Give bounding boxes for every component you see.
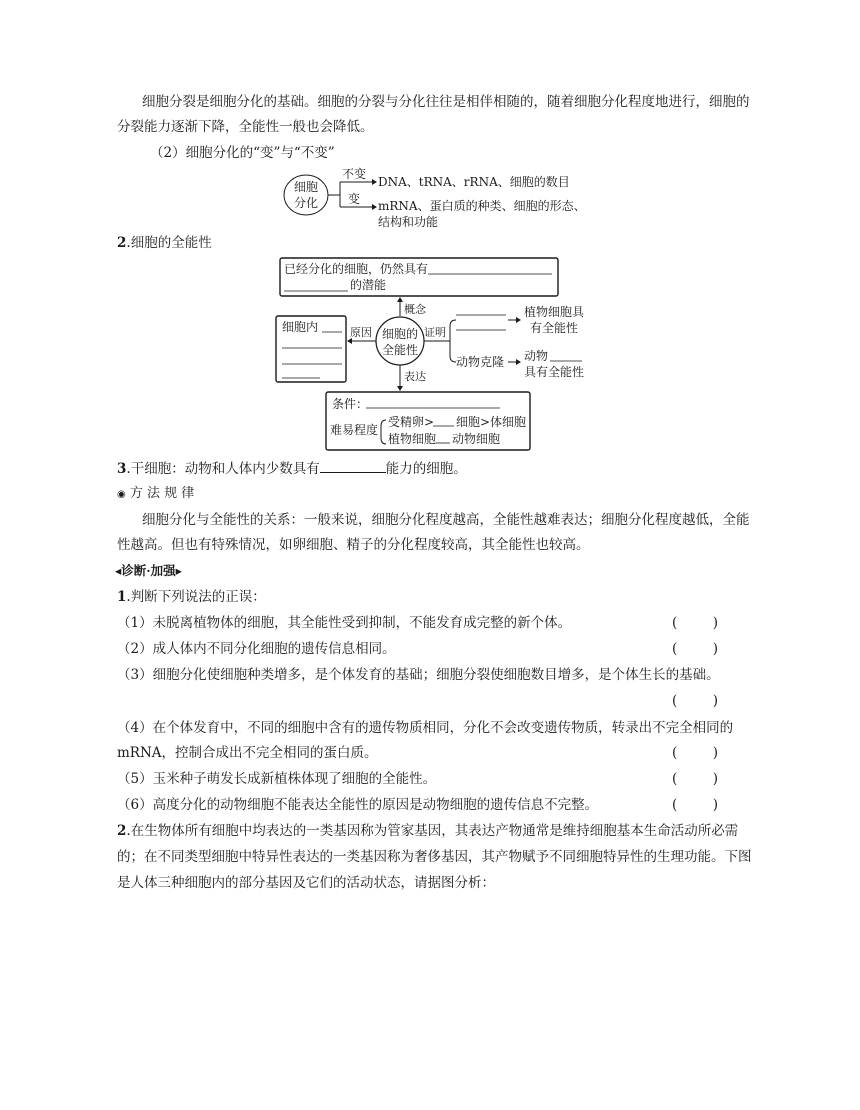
paren-left: (: [672, 641, 678, 657]
totipotency-diagram: [270, 254, 600, 454]
express-label: 表达: [404, 370, 426, 383]
diff-row1-a: 受精卵>: [388, 415, 435, 429]
question-2-line: 的；在不同类型细胞中特异性表达的一类基因称为奢侈基因，其产物赋予不同细胞特异性的生理功能。下图: [117, 849, 752, 865]
statement-item: （2）成人体内不同分化细胞的遗传信息相同。: [117, 641, 396, 657]
difficulty-bracket: [381, 420, 386, 444]
paren-right: ): [712, 641, 718, 657]
paren-right: ): [712, 615, 718, 631]
paren-left: (: [672, 771, 678, 787]
left-mark: ◂: [115, 563, 122, 578]
paragraph-line: 细胞分化与全能性的关系：一般来说，细胞分化程度越高，全能性越难表达；细胞分化程度越低，全能: [142, 512, 750, 528]
statement-item: （3）细胞分化使细胞种类增多，是个体发育的基础；细胞分裂使细胞数目增多，是个体生长的基础。: [117, 667, 720, 683]
arrow-head: [516, 317, 521, 323]
paren-left: (: [672, 693, 678, 709]
arrow-head: [372, 204, 377, 210]
statement-item: （5）玉米种子萌发长成新植株体现了细胞的全能性。: [117, 771, 437, 787]
diagnose-heading: [115, 561, 182, 581]
unchanged-text: DNA、tRNA、rRNA、细胞的数目: [378, 175, 570, 189]
paren-left: (: [672, 745, 678, 761]
section-number: 2: [117, 235, 127, 251]
answer-paren[interactable]: [672, 743, 718, 763]
paren-right: ): [712, 693, 718, 709]
section-text: 能力的细胞。: [385, 461, 467, 477]
section-title: .细胞的全能性: [126, 235, 212, 251]
question-number: 2: [117, 823, 127, 839]
paren-right: ): [712, 797, 718, 813]
concept-text-1: 已经分化的细胞，仍然具有: [284, 262, 429, 276]
paren-right: ): [712, 771, 718, 787]
paragraph-line: 分裂能力逐渐下降，全能性一般也会降低。: [117, 119, 374, 135]
changed-text-2: 结构和功能: [378, 215, 439, 229]
arrow-head: [372, 179, 377, 185]
concept-text-2: 的潜能: [350, 278, 387, 292]
section-number: 3: [117, 461, 127, 477]
answer-paren[interactable]: [672, 691, 718, 711]
center-text-2: 全能性: [381, 343, 419, 357]
answer-paren[interactable]: [672, 795, 718, 815]
diff-row1-b: 细胞>体细胞: [456, 415, 527, 429]
question-number: 1: [117, 589, 127, 605]
section-heading: [117, 233, 212, 253]
statement-item: （4）在个体发育中，不同的细胞中含有的遗传物质相同，分化不会改变遗传物质，转录出不完全相同的: [117, 720, 734, 736]
center-text-2: 分化: [293, 196, 319, 210]
question-title: .判断下列说法的正误：: [126, 589, 266, 605]
statement-item: （6）高度分化的动物细胞不能表达全能性的原因是动物细胞的遗传信息不完整。: [117, 797, 599, 813]
arrow-head: [397, 297, 403, 302]
right-mark: ▸: [175, 563, 182, 578]
statement-item: （1）未脱离植物体的细胞，其全能性受到抑制，不能发育成完整的新个体。: [117, 615, 572, 631]
paren-left: (: [672, 797, 678, 813]
question-text: .在生物体所有细胞中均表达的一类基因称为管家基因，其表达产物通常是维持细胞基本生命活动所必需: [126, 823, 739, 839]
animal-text-1: 动物: [524, 349, 549, 363]
question-1-title: [117, 587, 266, 607]
plant-text-2: 有全能性: [530, 321, 579, 335]
section-3: [117, 458, 467, 479]
diff-row2-a: 植物细胞: [388, 432, 437, 446]
changed-label: 变: [348, 192, 361, 206]
center-text-1: 细胞的: [381, 327, 419, 341]
answer-paren[interactable]: [672, 769, 718, 789]
method-heading: [117, 484, 194, 505]
cause-box-title: 细胞内: [282, 320, 319, 334]
differentiation-diagram: [280, 162, 600, 232]
subheading: （2）细胞分化的“变”与“不变”: [150, 145, 335, 161]
paragraph-line: 性越高。但也有特殊情况，如卵细胞、精子的分化程度较高，其全能性也较高。: [117, 537, 590, 553]
center-circle: [376, 317, 424, 365]
paren-right: ): [712, 745, 718, 761]
question-2-line: 是人体三种细胞内的部分基因及它们的活动状态，请据图分析：: [117, 875, 495, 891]
clone-label: 动物克隆: [456, 355, 505, 369]
answer-paren[interactable]: [672, 639, 718, 659]
diff-row2-b: 动物细胞: [452, 432, 501, 446]
statement-item: mRNA，控制合成出不完全相同的蛋白质。: [117, 745, 378, 761]
answer-paren[interactable]: [672, 613, 718, 633]
cause-label: 原因: [350, 326, 372, 339]
method-icon: ◉: [117, 489, 126, 500]
center-text-1: 细胞: [293, 180, 319, 194]
paren-left: (: [672, 615, 678, 631]
changed-text-1: mRNA、蛋白质的种类、细胞的形态、: [378, 199, 586, 213]
unchanged-label: 不变: [342, 167, 367, 181]
animal-text-2: 具有全能性: [524, 365, 585, 379]
question-2-line: [117, 821, 738, 841]
diagnose-text: 诊断·加强: [121, 563, 176, 578]
answer-blank: [320, 458, 386, 473]
paragraph-line: 细胞分裂是细胞分化的基础。细胞的分裂与分化往往是相伴相随的，随着细胞分化程度地进行，细胞的: [142, 94, 750, 110]
arrow-head: [516, 359, 521, 365]
plant-text-1: 植物细胞具: [524, 305, 585, 319]
proof-label: 证明: [424, 326, 446, 339]
method-title: 方 法 规 律: [129, 486, 195, 501]
concept-label: 概念: [404, 303, 426, 316]
condition-label: 条件：: [332, 397, 369, 411]
section-text: .干细胞：动物和人体内少数具有: [126, 461, 320, 477]
difficulty-label: 难易程度: [330, 423, 379, 437]
arrow-head: [397, 386, 403, 391]
